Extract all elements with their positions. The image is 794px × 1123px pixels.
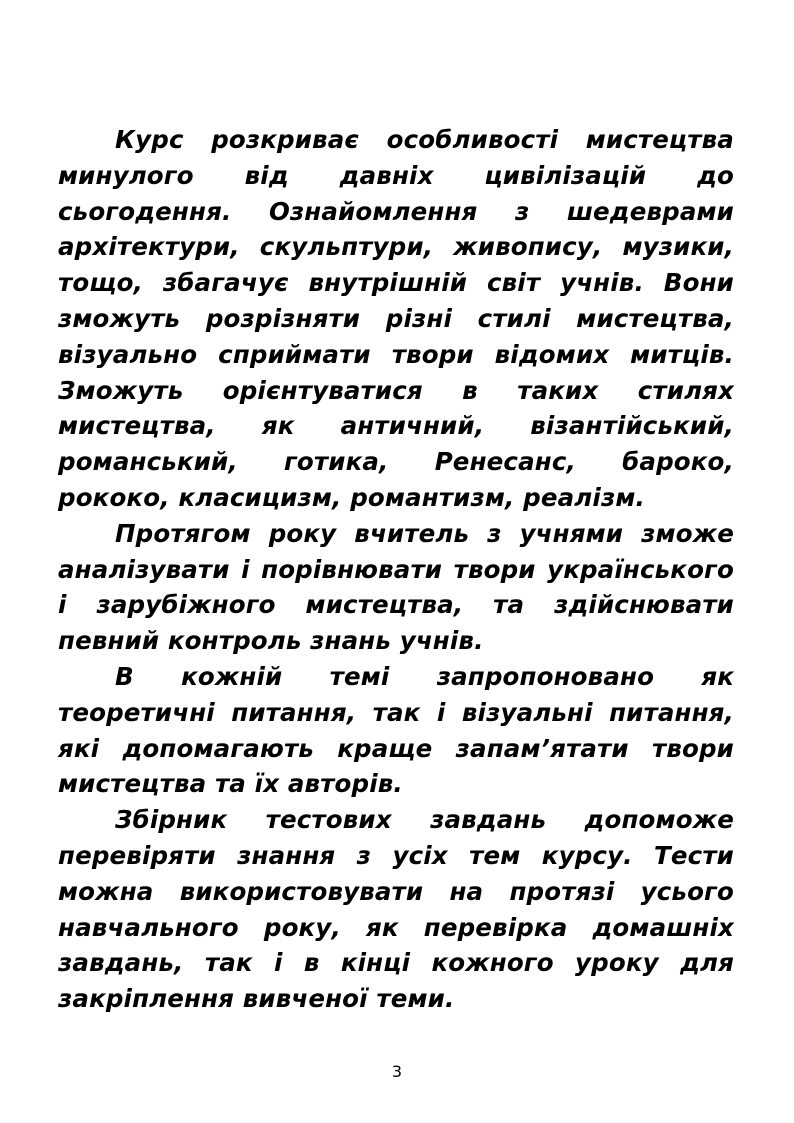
paragraph-course-description: Курс розкриває особливості мистецтва минулого від давніх цивілізацій до сьогодення. Ознайомлення з шедеврами архітектури, скульптури, живопису, музики, тощо, збагачує внутрішній світ учнів. Вони зможуть розрізняти різні стилі мистецтва, візуально сприймати твори відомих митців. Зможуть орієнтуватися в таких стилях мистецтва, як античний, візантійський, романський, готика, Ренесанс, бароко, рококо, класицизм, романтизм, реалізм.	[58, 125, 734, 512]
page-number: 3	[391, 1062, 403, 1081]
paragraph-teacher-analysis: Протягом року вчитель з учнями зможе аналізувати і порівнювати твори українського і зарубіжного мистецтва, та здійснювати певний контроль знань учнів.	[58, 518, 734, 656]
paragraph-theme-questions: В кожній темі запропоновано як теоретичні питання, так і візуальні питання, які допомагають краще запам’ятати твори мистецтва та їх авторів.	[58, 661, 734, 799]
paragraph-test-collection: Збірник тестових завдань допоможе перевіряти знання з усіх тем курсу. Тести можна використовувати на протязі усього навчального року, як перевірка домашніх завдань, так і в кінці кожного уроку для закріплення вивченої теми.	[58, 805, 734, 1014]
page-body	[58, 122, 734, 1017]
